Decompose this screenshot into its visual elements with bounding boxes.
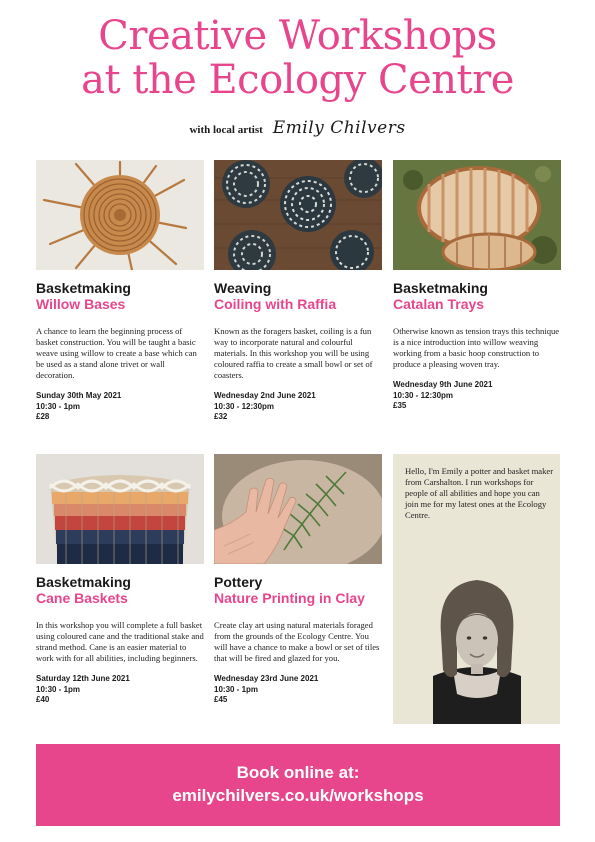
workshop-description: Known as the foragers basket, coiling is a fun way to incorporate natural and colourful materials. In this workshop you will be using coloured raffia to create a small bowl or set of coasters. <box>214 326 373 380</box>
workshop-price: £28 <box>36 412 50 421</box>
workshop-details <box>214 674 382 706</box>
catalan-tray-photo <box>393 160 561 270</box>
workshop-price: £32 <box>214 412 228 421</box>
workshop-description: In this workshop you will complete a full basket using coloured cane and the traditional stake and strand method. Cane is an easier material to work with for all abilities, including beginners. <box>36 620 204 663</box>
workshop-details <box>393 380 561 412</box>
workshop-heading: Basketmaking <box>36 574 131 590</box>
workshop-subheading: Cane Baskets <box>36 590 128 606</box>
workshop-card-nature-printing <box>214 454 382 706</box>
workshop-description: Create clay art using natural materials foraged from the grounds of the Ecology Centre. You will have a chance to make a bowl or set of tiles that will be fired and glazed for you. <box>214 620 380 663</box>
willow-base-photo <box>36 160 204 270</box>
workshop-card-willow-bases <box>36 160 204 423</box>
workshop-time: 10:30 - 1pm <box>214 684 259 694</box>
with-local-artist-text: with local artist <box>189 124 263 136</box>
workshop-card-cane-baskets <box>36 454 204 706</box>
workshop-card-coiling-raffia <box>214 160 382 423</box>
workshop-subheading: Willow Bases <box>36 296 126 312</box>
raffia-coasters-photo <box>214 160 382 270</box>
booking-url[interactable]: emilychilvers.co.uk/workshops <box>172 786 424 805</box>
workshop-subheading: Nature Printing in Clay <box>214 590 365 606</box>
title-line-1: Creative Workshops <box>98 13 497 59</box>
workshop-date: Sunday 30th May 2021 <box>36 391 122 400</box>
workshop-heading: Basketmaking <box>393 280 488 296</box>
workshop-date: Wednesday 9th June 2021 <box>393 380 493 389</box>
workshop-price: £45 <box>214 695 228 704</box>
workshop-heading: Basketmaking <box>36 280 131 296</box>
workshop-subheading: Catalan Trays <box>393 296 485 312</box>
workshop-time: 10:30 - 12:30pm <box>214 401 275 411</box>
workshop-time: 10:30 - 12:30pm <box>393 390 454 400</box>
workshop-details <box>36 674 204 706</box>
workshop-heading: Weaving <box>214 280 272 296</box>
artist-bio-text: Hello, I'm Emily a potter and basket maker from Carshalton. I run workshops for people of all abilities and hope you can join me for my latest ones at the Ecology Centre. <box>405 466 554 520</box>
workshop-description: A chance to learn the beginning process of basket construction. You will be taught a basic weave using willow to create a base which can be used as a stand alone trivet or wall decoration. <box>36 326 197 380</box>
workshop-date: Wednesday 23rd June 2021 <box>214 674 319 683</box>
page-title <box>0 14 595 102</box>
workshop-card-catalan-trays <box>393 160 561 412</box>
workshop-description: Otherwise known as tension trays this technique is a nice introduction into willow weaving working from a basic hoop construction to produce a pleasing woven tray. <box>393 326 560 369</box>
workshop-price: £40 <box>36 695 50 704</box>
workshop-time: 10:30 - 1pm <box>36 684 81 694</box>
workshop-details <box>214 391 382 423</box>
book-online-label: Book online at: <box>236 763 360 782</box>
artist-portrait <box>393 574 560 724</box>
workshop-date: Wednesday 2nd June 2021 <box>214 391 316 400</box>
artist-line <box>0 118 595 138</box>
workshop-heading: Pottery <box>214 574 263 590</box>
clay-fern-photo <box>214 454 382 564</box>
artist-bio-panel <box>393 454 560 724</box>
workshop-date: Saturday 12th June 2021 <box>36 674 130 683</box>
booking-banner <box>36 744 560 826</box>
workshop-subheading: Coiling with Raffia <box>214 296 337 312</box>
workshop-details <box>36 391 204 423</box>
workshop-price: £35 <box>393 401 407 410</box>
title-line-2: at the Ecology Centre <box>81 57 514 103</box>
artist-signature: Emily Chilvers <box>272 118 406 138</box>
workshop-time: 10:30 - 1pm <box>36 401 81 411</box>
cane-basket-photo <box>36 454 204 564</box>
